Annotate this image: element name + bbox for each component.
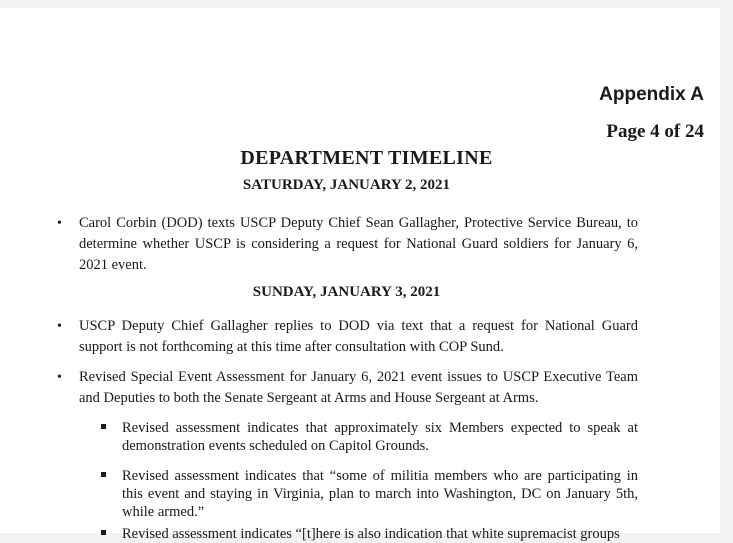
page-number: Page 4 of 24 [606, 121, 704, 142]
sub-list-item [122, 525, 638, 543]
list-item [57, 316, 638, 358]
square-bullet-icon [101, 472, 106, 477]
sub-list-item-text: Revised assessment indicates that approximately six Members expected to speak at demonstration events scheduled on Capitol Grounds. [122, 420, 638, 454]
list-item-text: Revised Special Event Assessment for January 6, 2021 event issues to USCP Executive Team and Deputies to both the Senate Sergeant at Arms and House Sergeant at Arms. [79, 369, 638, 406]
list-item [57, 213, 638, 276]
list-item-text: Carol Corbin (DOD) texts USCP Deputy Chief Sean Gallagher, Protective Service Bureau, to determine whether USCP is considering a request for National Guard soldiers for January 6, 2021 event. [79, 215, 638, 273]
sub-list-item-text: Revised assessment indicates “[t]here is also indication that white supremacist groups [122, 526, 620, 542]
list-item-text: USCP Deputy Chief Gallagher replies to DOD via text that a request for National Guard support is not forthcoming at this time after consultation with COP Sund. [79, 318, 638, 355]
sub-list-item [122, 419, 638, 455]
appendix-label: Appendix A [599, 84, 704, 105]
bullet-icon: • [57, 370, 62, 385]
sub-list-item [122, 467, 638, 521]
document-title: DEPARTMENT TIMELINE [240, 147, 493, 169]
section-date-sunday: SUNDAY, JANUARY 3, 2021 [252, 284, 441, 300]
document-page [0, 8, 720, 542]
bullet-icon: • [57, 319, 62, 334]
square-bullet-icon [101, 530, 106, 535]
square-bullet-icon [101, 424, 106, 429]
section-date-saturday: SATURDAY, JANUARY 2, 2021 [242, 177, 451, 193]
list-item [57, 367, 638, 409]
sub-list-item-text: Revised assessment indicates that “some of militia members who are participating in this event and staying in Virginia, plan to march into Washington, DC on January 5th, while armed.” [122, 468, 638, 520]
bullet-icon: • [57, 216, 62, 231]
